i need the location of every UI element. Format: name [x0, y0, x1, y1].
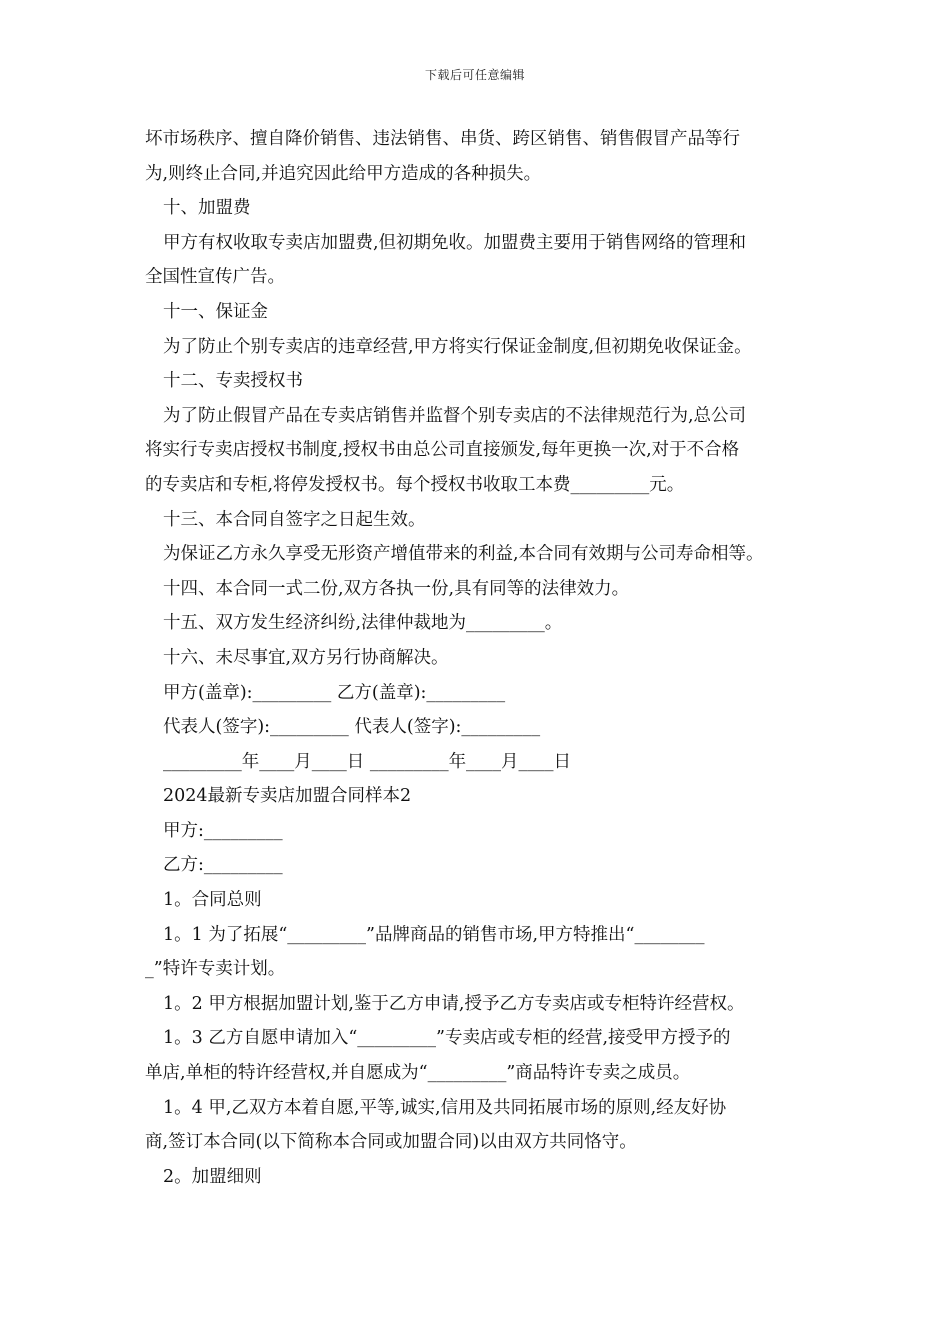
paragraph-line: _”特许专卖计划。 [145, 959, 286, 980]
paragraph-line: 单店,单柜的特许经营权,并自愿成为“_________”商品特许专卖之成员。 [145, 1063, 691, 1084]
section-heading: 十一、保证金 [163, 301, 268, 322]
paragraph-line: 甲方有权收取专卖店加盟费,但初期免收。加盟费主要用于销售网络的管理和 [163, 232, 747, 253]
section-heading: 十三、本合同自签字之日起生效。 [163, 509, 426, 530]
paragraph-line: 为了防止假冒产品在专卖店销售并监督个别专卖店的不法律规范行为,总公司 [163, 405, 747, 426]
paragraph-line: 为保证乙方永久享受无形资产增值带来的利益,本合同有效期与公司寿命相等。 [163, 544, 764, 565]
section-heading: 十五、双方发生经济纠纷,法律仲裁地为_________。 [163, 613, 563, 634]
paragraph-line: 1。3 乙方自愿申请加入“_________”专卖店或专柜的经营,接受甲方授予的 [163, 1028, 731, 1049]
section-heading: 十、加盟费 [163, 198, 251, 219]
section-heading: 十四、本合同一式二份,双方各执一份,具有同等的法律效力。 [163, 578, 630, 599]
signature-line: 代表人(签字):_________ 代表人(签字):_________ [163, 717, 541, 738]
paragraph-line: 商,签订本合同(以下简称本合同或加盟合同)以由双方共同恪守。 [145, 1132, 637, 1153]
date-line: _________年____月____日 _________年____月____日 [163, 751, 572, 772]
document-title: 2024最新专卖店加盟合同样本2 [163, 786, 412, 807]
section-heading: 2。加盟细则 [163, 1166, 262, 1187]
party-b-line: 乙方:_________ [163, 855, 283, 876]
document-body [145, 122, 817, 1194]
paragraph-line: 1。4 甲,乙双方本着自愿,平等,诚实,信用及共同拓展市场的原则,经友好协 [163, 1097, 727, 1118]
section-heading: 十六、未尽事宜,双方另行协商解决。 [163, 647, 449, 668]
paragraph-line: 为,则终止合同,并追究因此给甲方造成的各种损失。 [145, 163, 542, 184]
paragraph-line: 坏市场秩序、擅自降价销售、违法销售、串货、跨区销售、销售假冒产品等行 [145, 129, 740, 149]
party-a-line: 甲方:_________ [163, 820, 283, 841]
paragraph-line: 全国性宣传广告。 [145, 267, 285, 288]
section-heading: 1。合同总则 [163, 890, 262, 911]
paragraph-line: 将实行专卖店授权书制度,授权书由总公司直接颁发,每年更换一次,对于不合格 [145, 440, 740, 461]
paragraph-line: 1。1 为了拓展“_________”品牌商品的销售市场,甲方特推出“________ [163, 924, 705, 945]
signature-line: 甲方(盖章):_________ 乙方(盖章):_________ [163, 682, 506, 703]
paragraph-line: 的专卖店和专柜,将停发授权书。每个授权书收取工本费_________元。 [145, 474, 685, 495]
paragraph-line: 1。2 甲方根据加盟计划,鉴于乙方申请,授予乙方专卖店或专柜特许经营权。 [163, 993, 745, 1014]
page-header: 下载后可任意编辑 [424, 68, 525, 82]
section-heading: 十二、专卖授权书 [163, 371, 303, 392]
paragraph-line: 为了防止个别专卖店的违章经营,甲方将实行保证金制度,但初期免收保证金。 [163, 336, 752, 357]
